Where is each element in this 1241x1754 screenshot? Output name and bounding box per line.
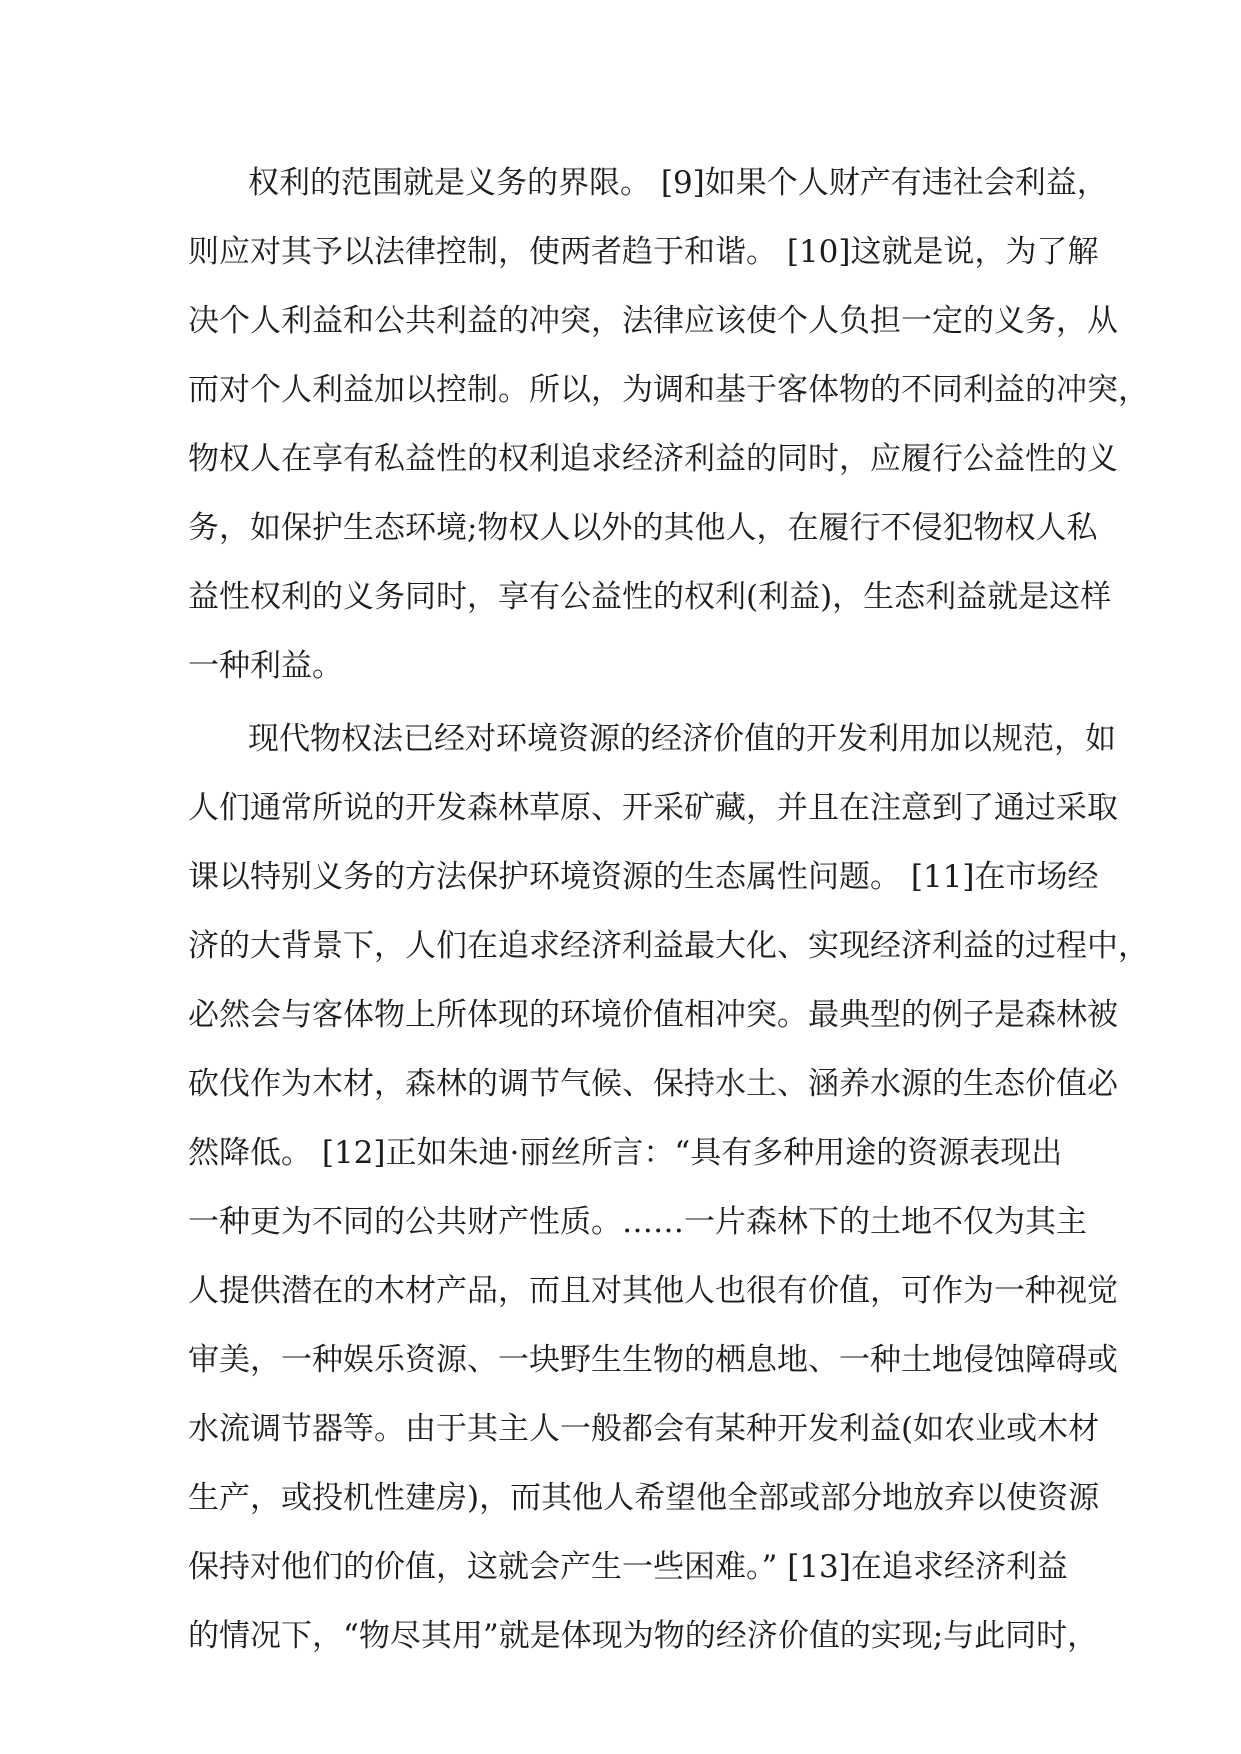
text-line: 必然会与客体物上所体现的环境价值相冲突。最典型的例子是森林被 [188,997,1118,1033]
text-line: 则应对其予以法律控制，使两者趋于和谐。 [10]这就是说，为了解 [188,234,1099,270]
text-line: 权利的范围就是义务的界限。 [9]如果个人财产有违社会利益， [248,165,1108,201]
paragraph-rights-and-duties [188,149,1149,701]
text-line: 水流调节器等。由于其主人一般都会有某种开发利益(如农业或木材 [188,1411,1100,1447]
text-line: 济的大背景下，人们在追求经济利益最大化、实现经济利益的过程中， [188,928,1149,964]
text-line: 砍伐作为木材，森林的调节气候、保持水土、涵养水源的生态价值必 [188,1066,1118,1102]
text-line: 一种利益。 [188,648,343,684]
text-line: 人们通常所说的开发森林草原、开采矿藏，并且在注意到了通过采取 [188,790,1118,826]
text-line: 决个人利益和公共利益的冲突，法律应该使个人负担一定的义务，从 [188,303,1118,339]
text-line: 审美，一种娱乐资源、一块野生生物的栖息地、一种土地侵蚀障碍或 [188,1342,1118,1378]
text-line: 人提供潜在的木材产品，而且对其他人也很有价值，可作为一种视觉 [188,1273,1118,1309]
text-line: 的情况下，“物尽其用”就是体现为物的经济价值的实现;与此同时， [188,1618,1099,1654]
text-line: 一种更为不同的公共财产性质。……一片森林下的土地不仅为其主 [188,1204,1087,1240]
text-line: 益性权利的义务同时，享有公益性的权利(利益)，生态利益就是这样 [188,579,1112,615]
text-line: 保持对他们的价值，这就会产生一些困难。” [13]在追求经济利益 [188,1549,1068,1585]
text-line: 务，如保护生态环境;物权人以外的其他人，在履行不侵犯物权人私 [188,510,1098,546]
text-line: 生产，或投机性建房)，而其他人希望他全部或部分地放弃以使资源 [188,1480,1100,1516]
paragraph-modern-property-law [188,705,1149,1671]
text-line: 而对个人利益加以控制。所以，为调和基于客体物的不同利益的冲突， [188,372,1149,408]
text-line: 然降低。 [12]正如朱迪·丽丝所言：“具有多种用途的资源表现出 [188,1135,1063,1171]
text-line: 物权人在享有私益性的权利追求经济利益的同时，应履行公益性的义 [188,441,1118,477]
text-line: 课以特别义务的方法保护环境资源的生态属性问题。 [11]在市场经 [188,859,1099,895]
text-line: 现代物权法已经对环境资源的经济价值的开发利用加以规范，如 [248,721,1116,757]
